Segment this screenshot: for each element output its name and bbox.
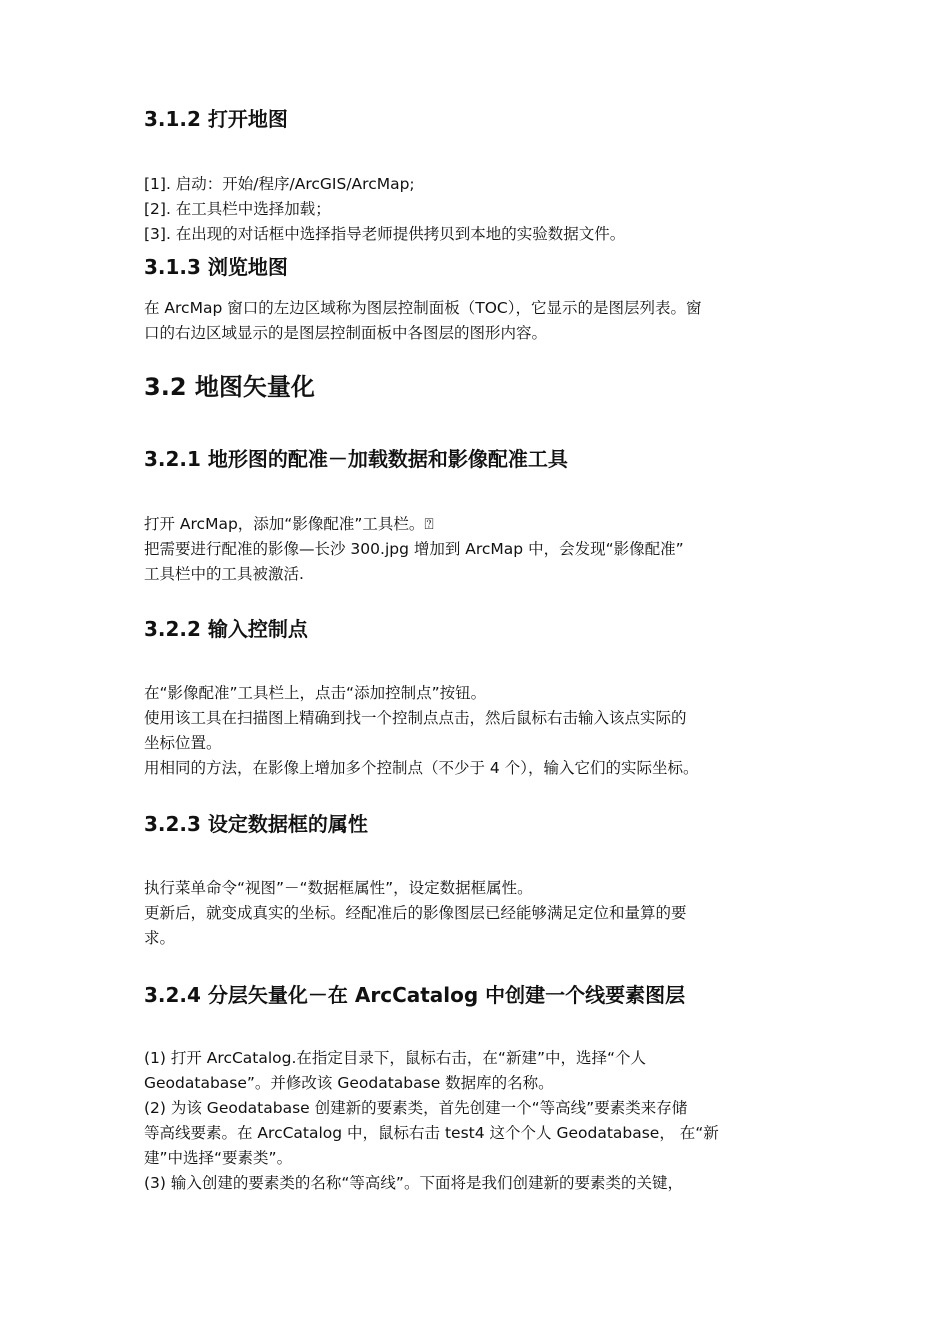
paragraph-line: (2) 为该 Geodatabase 创建新的要素类，首先创建一个“等高线”要素类来存储 — [144, 1099, 688, 1117]
paragraph-line: 用相同的方法，在影像上增加多个控制点（不少于 4 个），输入它们的实际坐标。 — [144, 759, 699, 777]
paragraph-line: 坐标位置。 — [144, 734, 222, 752]
section-3-1-3-body — [144, 296, 812, 346]
paragraph-line: (3) 输入创建的要素类的名称“等高线”。下面将是我们创建新的要素类的关键， — [144, 1174, 683, 1192]
paragraph-line: 在“影像配准”工具栏上，点击“添加控制点”按钮。 — [144, 684, 487, 702]
section-3-2-4-body — [144, 1046, 812, 1196]
paragraph-line: (1) 打开 ArcCatalog.在指定目录下，鼠标右击，在“新建”中，选择“个人 — [144, 1049, 647, 1067]
section-3-2-1-body — [144, 512, 812, 587]
paragraph-line: Geodatabase”。并修改该 Geodatabase 数据库的名称。 — [144, 1074, 554, 1092]
paragraph-line: 在 ArcMap 窗口的左边区域称为图层控制面板（TOC），它显示的是图层列表。窗 — [144, 299, 702, 317]
paragraph-line: 等高线要素。在 ArcCatalog 中，鼠标右击 test4 这个个人 Geodatabase， 在“新 — [144, 1124, 719, 1142]
heading-3-1-3: 3.1.3 浏览地图 — [144, 255, 288, 279]
heading-3-2-3: 3.2.3 设定数据框的属性 — [144, 812, 368, 836]
list-item: [2]. 在工具栏中选择加载； — [144, 200, 331, 218]
list-item: [3]. 在出现的对话框中选择指导老师提供拷贝到本地的实验数据文件。 — [144, 225, 626, 243]
section-3-2-2-body — [144, 681, 812, 781]
section-3-1-2-body — [144, 172, 812, 247]
paragraph-line: 建”中选择“要素类”。 — [144, 1149, 293, 1167]
paragraph-line: 更新后，就变成真实的坐标。经配准后的影像图层已经能够满足定位和量算的要 — [144, 904, 687, 922]
heading-3-2-2: 3.2.2 输入控制点 — [144, 617, 308, 641]
paragraph-line: 把需要进行配准的影像—长沙 300.jpg 增加到 ArcMap 中，会发现“影像配准” — [144, 540, 684, 558]
paragraph-line: 工具栏中的工具被激活. — [144, 565, 304, 583]
heading-3-2-1: 3.2.1 地形图的配准－加载数据和影像配准工具 — [144, 447, 568, 471]
paragraph-line: 使用该工具在扫描图上精确到找一个控制点点击，然后鼠标右击输入该点实际的 — [144, 709, 687, 727]
paragraph-line: 求。 — [144, 929, 176, 947]
heading-3-1-2: 3.1.2 打开地图 — [144, 107, 288, 131]
heading-3-2-4: 3.2.4 分层矢量化－在 ArcCatalog 中创建一个线要素图层 — [144, 983, 686, 1007]
heading-3-2: 3.2 地图矢量化 — [144, 373, 315, 401]
paragraph-line: 口的右边区域显示的是图层控制面板中各图层的图形内容。 — [144, 324, 548, 342]
paragraph-line: 执行菜单命令“视图”－“数据框属性”，设定数据框属性。 — [144, 879, 533, 897]
section-3-2-3-body — [144, 876, 812, 951]
paragraph-line: 打开 ArcMap，添加“影像配准”工具栏。⍰ — [144, 515, 434, 533]
list-item: [1]. 启动：开始/程序/ArcGIS/ArcMap; — [144, 175, 415, 193]
